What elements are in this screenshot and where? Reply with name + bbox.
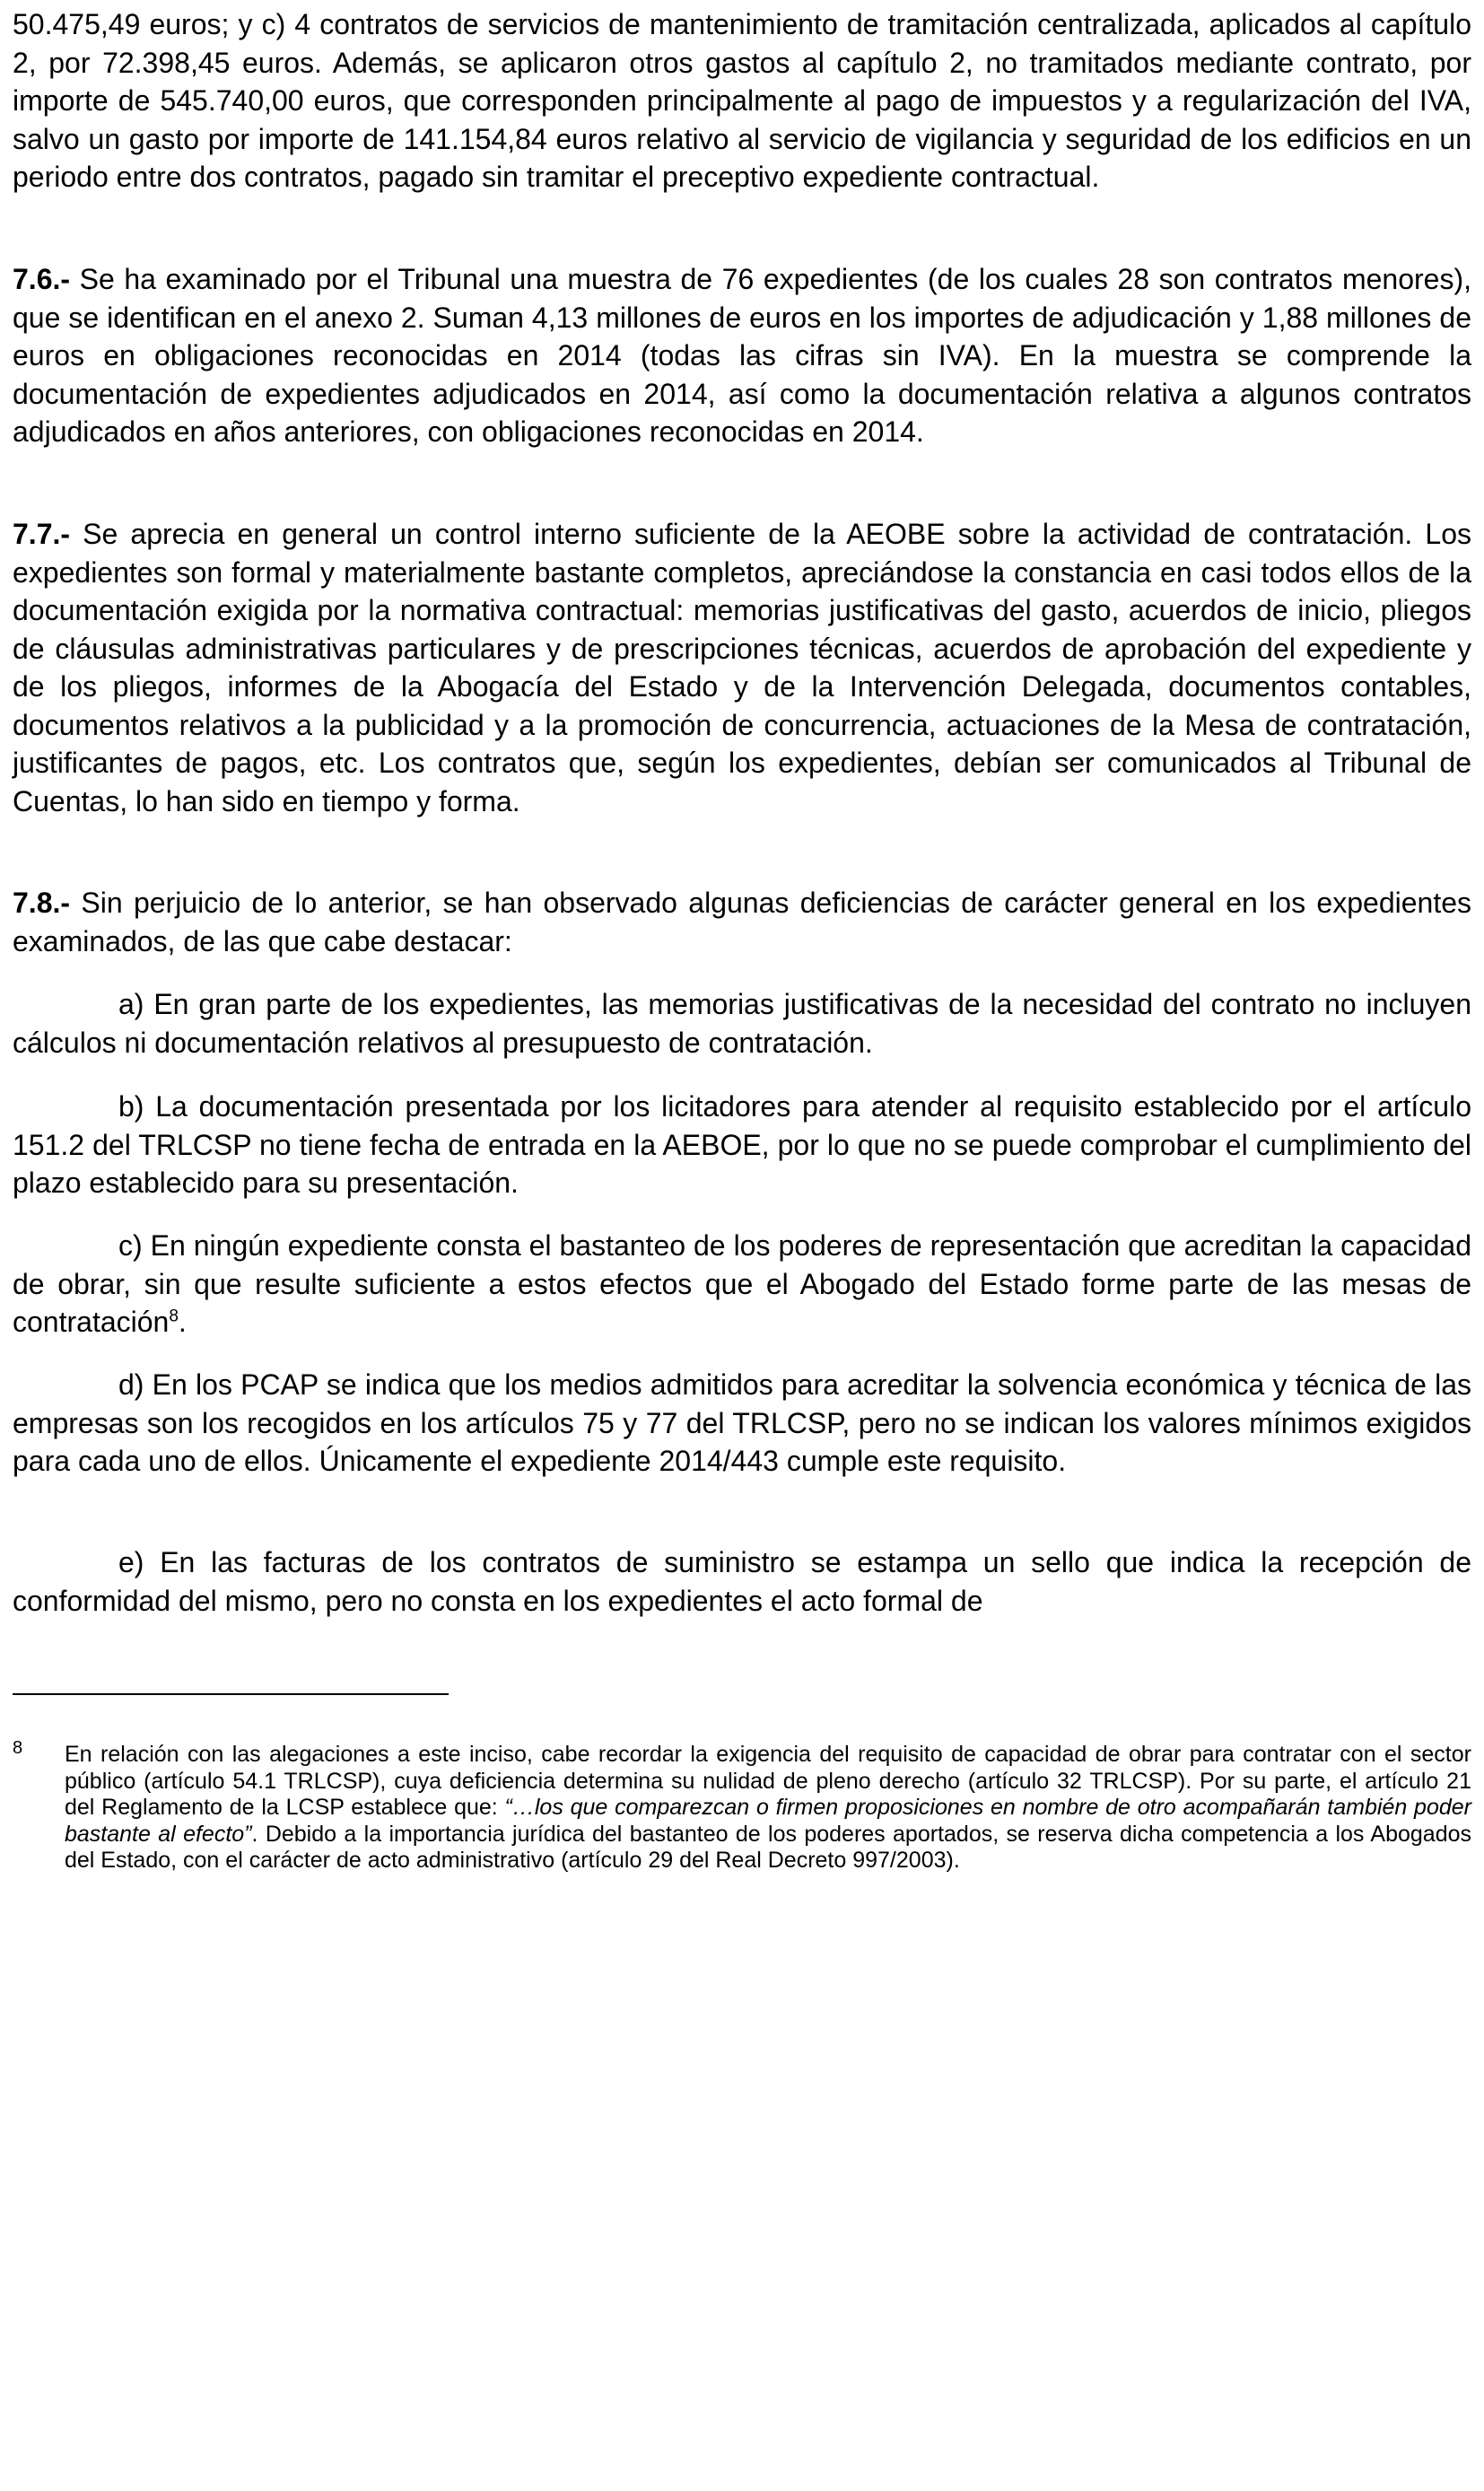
section-number: 7.6.-	[13, 263, 71, 295]
footnote-text-b: . Debido a la importancia jurídica del bastanteo de los poderes aportados, se reserva dicha competencia a los Abogados del Estado, con el carácter de acto administrativo (artículo 29 del Real Decreto 997/2003).	[65, 1821, 1471, 1873]
paragraph-7-7	[13, 515, 1471, 820]
list-item-d	[13, 1366, 1471, 1481]
list-item-e	[13, 1543, 1471, 1620]
paragraph-text: 50.475,49 euros; y c) 4 contratos de servicios de mantenimiento de tramitación centralizada, aplicados al capítulo 2, por 72.398,45 euros. Además, se aplicaron otros gastos al capítulo 2, no tramitados mediante contrato, por importe de 545.740,00 euros, que corresponden principalmente al pago de impuestos y a regularización del IVA, salvo un gasto por importe de 141.154,84 euros relativo al servicio de vigilancia y seguridad de los edificios en un periodo entre dos contratos, pagado sin tramitar el preceptivo expediente contractual.	[13, 8, 1471, 193]
paragraph-7-5-continuation	[13, 5, 1471, 197]
paragraph-text: b) La documentación presentada por los licitadores para atender al requisito establecido por el artículo 151.2 del TRLCSP no tiene fecha de entrada en la AEBOE, por lo que no se puede comprobar el cumplimiento del plazo establecido para su presentación.	[13, 1090, 1471, 1199]
paragraph-text: Se ha examinado por el Tribunal una muestra de 76 expedientes (de los cuales 28 son contratos menores), que se identifican en el anexo 2. Suman 4,13 millones de euros en los importes de adjudicación y 1,88 millones de euros en obligaciones reconocidas en 2014 (todas las cifras sin IVA). En la muestra se comprende la documentación de expedientes adjudicados en 2014, así como la documentación relativa a algunos contratos adjudicados en años anteriores, con obligaciones reconocidas en 2014.	[13, 263, 1471, 448]
paragraph-text: Sin perjuicio de lo anterior, se han observado algunas deficiencias de carácter general en los expedientes examinados, de las que cabe destacar:	[13, 887, 1471, 957]
list-item-a	[13, 985, 1471, 1062]
paragraph-7-8	[13, 884, 1471, 960]
footnote-separator	[13, 1693, 449, 1695]
paragraph-text: a) En gran parte de los expedientes, las memorias justificativas de la necesidad del contrato no incluyen cálculos ni documentación relativos al presupuesto de contratación.	[13, 988, 1471, 1059]
footnote	[13, 1738, 1471, 1875]
list-item-b	[13, 1088, 1471, 1202]
paragraph-text: c) En ningún expediente consta el bastanteo de los poderes de representación que acreditan la capacidad de obrar, sin que resulte suficiente a estos efectos que el Abogado del Estado forme parte de las mesas de contratación	[13, 1229, 1471, 1338]
paragraph-text: Se aprecia en general un control interno suficiente de la AEOBE sobre la actividad de contratación. Los expedientes son formal y materialmente bastante completos, apreciándose la constancia en casi todos ellos de la documentación exigida por la normativa contractual: memorias justificativas del gasto, acuerdos de inicio, pliegos de cláusulas administrativas particulares y de prescripciones técnicas, acuerdos de aprobación del expediente y de los pliegos, informes de la Abogacía del Estado y de la Intervención Delegada, documentos contables, documentos relativos a la publicidad y a la promoción de concurrencia, actuaciones de la Mesa de contratación, justificantes de pagos, etc. Los contratos que, según los expedientes, debían ser comunicados al Tribunal de Cuentas, lo han sido en tiempo y forma.	[13, 518, 1471, 817]
section-number: 7.7.-	[13, 518, 71, 550]
paragraph-text-end: .	[178, 1306, 187, 1338]
paragraph-7-6	[13, 260, 1471, 451]
footnote-text-a: En relación con las alegaciones a este inciso, cabe recordar la exigencia del requisito de capacidad de obrar para contratar con el sector público (artículo 54.1 TRLCSP), cuya deficiencia determina su nulidad de pleno derecho (artículo 32 TRLCSP). Por su parte, el artículo 21 del Reglamento de la LCSP establece que:	[65, 1742, 1471, 1820]
paragraph-text: e) En las facturas de los contratos de suministro se estampa un sello que indica la recepción de conformidad del mismo, pero no consta en los expedientes el acto formal de	[13, 1546, 1471, 1617]
section-number: 7.8.-	[13, 887, 71, 919]
footnote-quote: “…los que comparezcan o firmen proposiciones en nombre de otro acompañarán también poder bastante al efecto”	[65, 1795, 1471, 1847]
paragraph-text: d) En los PCAP se indica que los medios admitidos para acreditar la solvencia económica y técnica de las empresas son los recogidos en los artículos 75 y 77 del TRLCSP, pero no se indican los valores mínimos exigidos para cada uno de ellos. Únicamente el expediente 2014/443 cumple este requisito.	[13, 1368, 1471, 1477]
footnote-text	[65, 1742, 1471, 1875]
list-item-c	[13, 1227, 1471, 1342]
footnote-reference[interactable]: 8	[169, 1307, 179, 1326]
footnote-marker: 8	[13, 1738, 23, 1758]
